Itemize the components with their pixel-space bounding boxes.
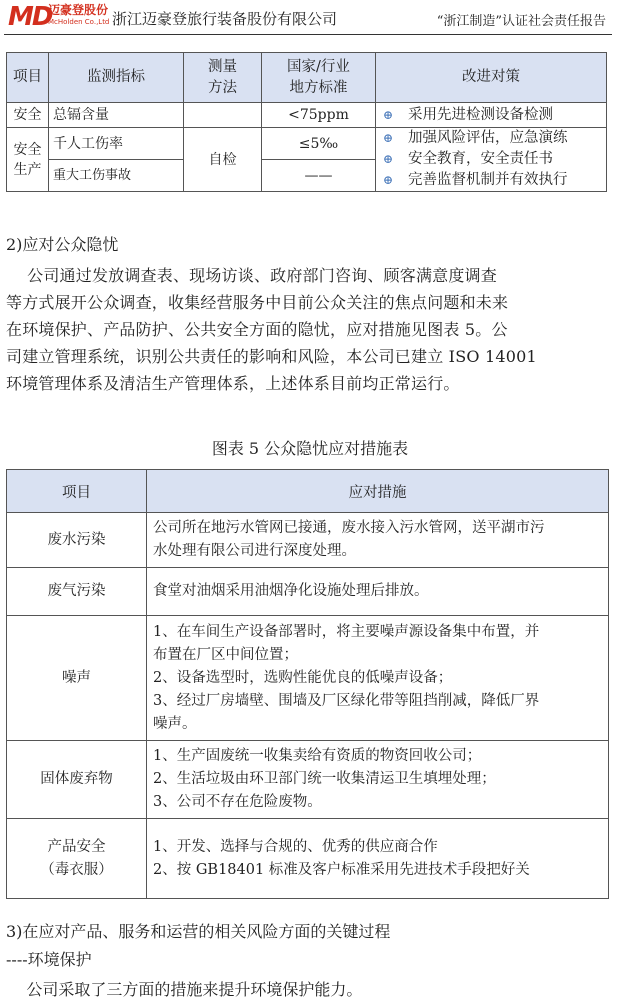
- paragraph-line: 在环境保护、产品防护、公共安全方面的隐忧，应对措施见图表 5。公: [6, 320, 508, 339]
- measure-cadmium: [376, 103, 607, 128]
- monitoring-table-header: [7, 53, 607, 103]
- cross-circle-bullet-icon: ⊕: [383, 152, 394, 166]
- row-item: 产品安全 （毒衣服）: [7, 819, 147, 899]
- col-header-indicator: 监测指标: [49, 53, 184, 103]
- report-title: “浙江制造”认证社会责任报告: [436, 14, 606, 29]
- standard-injury-rate: ≤5‰: [262, 128, 376, 160]
- method-self-check: 自检: [184, 128, 262, 192]
- row-item: 废气污染: [7, 568, 147, 616]
- method-empty: [184, 103, 262, 128]
- table-caption: 图表 5 公众隐忧应对措施表: [211, 439, 409, 458]
- row-measures: 1、在车间生产设备部署时，将主要噪声源设备集中布置，并 布置在厂区中间位置； 2、设备选型时，选购性能优良的低噪声设备； 3、经过厂房墙壁、围墙及厂区绿化带等阻挡削减，降低厂界 噪声。: [147, 616, 609, 741]
- row-measures: 公司所在地污水管网已接通，废水接入污水管网，送平湖市污 水处理有限公司进行深度处理。: [147, 513, 609, 568]
- col-header-standard: 国家/行业 地方标准: [262, 53, 376, 103]
- row-measures: 1、生产固废统一收集卖给有资质的物资回收公司； 2、生活垃圾由环卫部门统一收集清运卫生填埋处理； 3、公司不存在危险废物。: [147, 741, 609, 819]
- standard-cadmium: <75ppm: [262, 103, 376, 128]
- indicator-major-accident: 重大工伤事故: [49, 160, 184, 192]
- subheading-environment: ----环境保护: [6, 950, 92, 969]
- section-paragraph: [6, 262, 610, 397]
- paragraph-line: 环境管理体系及清洁生产管理体系，上述体系目前均正常运行。: [6, 374, 460, 393]
- section-heading-key-processes: 3)在应对产品、服务和运营的相关风险方面的关键过程: [6, 922, 391, 941]
- row-measures: 食堂对油烟采用油烟净化设施处理后排放。: [147, 568, 609, 616]
- paragraph-line: 公司通过发放调查表、现场访谈、政府部门咨询、顾客满意度调查: [6, 266, 497, 285]
- company-name: 浙江迈豪登旅行装备股份有限公司: [112, 10, 338, 28]
- row-item-safety: 安全: [7, 103, 49, 128]
- row-item: 噪声: [7, 616, 147, 741]
- row-item: 废水污染: [7, 513, 147, 568]
- cross-circle-bullet-icon: ⊕: [383, 131, 394, 145]
- monitoring-table: [6, 52, 607, 192]
- row-measures: 1、开发、选择与合规的、优秀的供应商合作 2、按 GB18401 标准及客户标准采用先进技术手段把好关: [147, 819, 609, 899]
- list-item: ⊕ 采用先进检测设备检测: [376, 105, 606, 126]
- logo-en-text: McHolden Co.,Ltd: [48, 18, 110, 26]
- logo-mark: MD: [8, 2, 52, 32]
- public-concern-table: [6, 469, 609, 899]
- col-header-item: 项目: [7, 470, 147, 513]
- logo-cn-text: 迈豪登股份: [48, 3, 109, 17]
- table-row: [7, 103, 607, 128]
- list-item: ⊕ 完善监督机制并有效执行: [376, 170, 606, 191]
- cross-circle-bullet-icon: ⊕: [383, 107, 394, 122]
- table-row: [7, 128, 607, 160]
- table-row: [7, 616, 609, 741]
- table-row: [7, 741, 609, 819]
- col-header-item: 项目: [7, 53, 49, 103]
- indicator-cadmium: 总镉含量: [49, 103, 184, 128]
- indicator-injury-rate: 千人工伤率: [49, 128, 184, 160]
- measures-production-safety: [376, 128, 607, 192]
- col-header-measures: 应对措施: [147, 470, 609, 513]
- paragraph-line: 司建立管理系统，识别公共责任的影响和风险，本公司已建立 ISO 14001: [6, 347, 537, 366]
- paragraph-line: 等方式展开公众调查，收集经营服务中目前公众关注的焦点问题和未来: [6, 293, 509, 312]
- list-item: ⊕ 安全教育，安全责任书: [376, 149, 606, 170]
- header-rule: [4, 34, 612, 35]
- table-row: [7, 513, 609, 568]
- row-item-production-safety: 安全 生产: [7, 128, 49, 192]
- cross-circle-bullet-icon: ⊕: [383, 173, 394, 187]
- standard-major-accident: ——: [262, 160, 376, 192]
- company-logo: [8, 3, 108, 31]
- section-heading-public-concerns: 2)应对公众隐忧: [6, 235, 119, 254]
- col-header-method: 测量 方法: [184, 53, 262, 103]
- public-concern-table-header: [7, 470, 609, 513]
- page-header: [0, 0, 620, 38]
- table-row: [7, 568, 609, 616]
- table-row: [7, 819, 609, 899]
- row-item: 固体废弃物: [7, 741, 147, 819]
- section-paragraph-environment: 公司采取了三方面的措施来提升环境保护能力。: [6, 980, 363, 999]
- col-header-measures: 改进对策: [376, 53, 607, 103]
- list-item: ⊕ 加强风险评估，应急演练: [376, 128, 606, 149]
